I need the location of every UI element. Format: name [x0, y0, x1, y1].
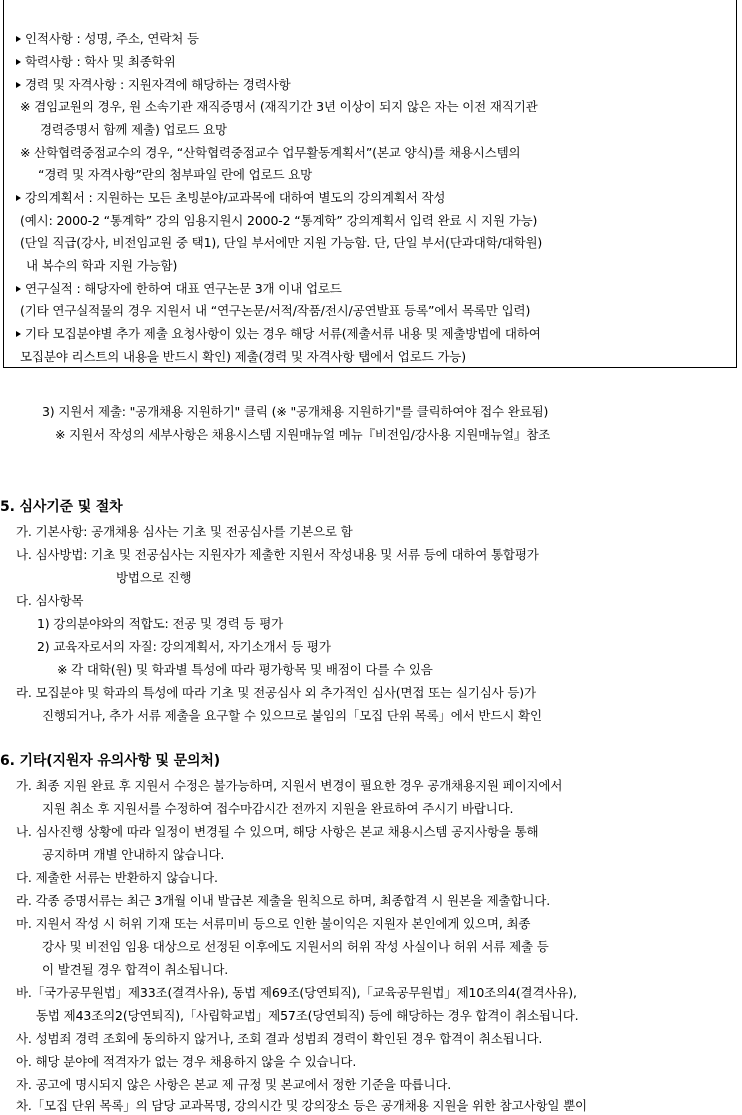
section-6-item: 동법 제43조의2(당연퇴직),「사립학교법」제57조(당연퇴직) 등에 해당하는 경우 합격이 취소됩니다.	[36, 1008, 579, 1023]
box-line-syllabus-rule-cont: 내 복수의 학과 지원 가능함)	[26, 258, 178, 273]
box-line-note-adjunct-cont: 경력증명서 함께 제출) 업로드 요망	[40, 122, 227, 137]
section-5-item: 가. 기본사항: 공개채용 심사는 기초 및 전공심사를 기본으로 함	[16, 524, 353, 539]
section-5-item: 다. 심사항목	[16, 593, 84, 608]
section-6-item: 라. 각종 증명서류는 최근 3개월 이내 발급본 제출을 원칙으로 하며, 최종합격 시 원본을 제출합니다.	[16, 893, 551, 908]
section-5-item: 나. 심사방법: 기초 및 전공심사는 지원자가 제출한 지원서 작성내용 및 서류 등에 대하여 통합평가	[16, 547, 539, 562]
section-6-item: 자. 공고에 명시되지 않은 사항은 본교 제 규정 및 본교에서 정한 기준을 따릅니다.	[16, 1077, 452, 1092]
bullet-triangle-icon	[16, 331, 21, 337]
box-line-note-adjunct: ※ 겸임교원의 경우, 원 소속기관 재직증명서 (재직기간 3년 이상이 되지 않은 자는 이전 재직기관	[20, 99, 538, 114]
box-line-personal: 인적사항 : 성명, 주소, 연락처 등	[16, 30, 199, 48]
section-5-item: 라. 모집분야 및 학과의 특성에 따라 기초 및 전공심사 외 추가적인 심사(면접 또는 실기심사 등)가	[16, 685, 536, 700]
section-6-item: 공지하며 개별 안내하지 않습니다.	[42, 847, 225, 862]
section-6-item: 바.「국가공무원법」제33조(결격사유), 동법 제69조(당연퇴직),「교육공무원법」제10조의4(결격사유),	[16, 985, 577, 1000]
section-5-item: 방법으로 진행	[116, 570, 192, 585]
manual-reference: ※ 지원서 작성의 세부사항은 채용시스템 지원매뉴얼 메뉴『비전임/강사용 지원매뉴얼』참조	[55, 427, 551, 442]
bullet-triangle-icon	[16, 36, 21, 42]
box-line-research: 연구실적 : 해당자에 한하여 대표 연구논문 3개 이내 업로드	[16, 280, 342, 298]
section-6-item: 다. 제출한 서류는 반환하지 않습니다.	[16, 870, 218, 885]
box-line-research-note: (기타 연구실적물의 경우 지원서 내 “연구논문/서적/작품/전시/공연발표 등록”에서 목록만 입력)	[20, 303, 531, 318]
section-6-item: 이 발견될 경우 합격이 취소됩니다.	[42, 962, 229, 977]
bullet-triangle-icon	[16, 82, 21, 88]
section-6-item: 차.「모집 단위 목록」의 담당 교과목명, 강의시간 및 강의장소 등은 공개채용 지원을 위한 참고사항일 뿐이	[16, 1098, 587, 1113]
section-6-item: 강사 및 비전임 임용 대상으로 선정된 이후에도 지원서의 허위 작성 사실이나 허위 서류 제출 등	[42, 939, 549, 954]
section-5-item: 2) 교육자로서의 자질: 강의계획서, 자기소개서 등 평가	[37, 639, 331, 654]
section-6-item: 사. 성범죄 경력 조회에 동의하지 않거나, 조회 결과 성범죄 경력이 확인된 경우 합격이 취소됩니다.	[16, 1031, 543, 1046]
section-5-item: 1) 강의분야와의 적합도: 전공 및 경력 등 평가	[37, 616, 284, 631]
section-6-item: 가. 최종 지원 완료 후 지원서 수정은 불가능하며, 지원서 변경이 필요한 경우 공개채용지원 페이지에서	[16, 778, 563, 793]
box-line-syllabus: 강의계획서 : 지원하는 모든 초빙분야/교과목에 대하여 별도의 강의계획서 작성	[16, 189, 445, 207]
section-6-item: 아. 해당 분야에 적격자가 없는 경우 채용하지 않을 수 있습니다.	[16, 1054, 357, 1069]
box-line-syllabus-rule: (단일 직급(강사, 비전임교원 중 택1), 단일 부서에만 지원 가능함. 단, 단일 부서(단과대학/대학원)	[20, 235, 543, 250]
section-5-item: 진행되거나, 추가 서류 제출을 요구할 수 있으므로 붙임의「모집 단위 목록」에서 반드시 확인	[42, 708, 542, 723]
box-line-note-industry: ※ 산학협력중점교수의 경우, “산학협력중점교수 업무활동계획서”(본교 양식)를 채용시스템의	[20, 145, 521, 160]
bullet-triangle-icon	[16, 195, 21, 201]
section-6-item: 나. 심사진행 상황에 따라 일정이 변경될 수 있으며, 해당 사항은 본교 채용시스템 공지사항을 통해	[16, 824, 539, 839]
section-6-item: 지원 취소 후 지원서를 수정하여 접수마감시간 전까지 지원을 완료하여 주시기 바랍니다.	[42, 801, 514, 816]
box-line-other-cont: 모집분야 리스트의 내용을 반드시 확인) 제출(경력 및 자격사항 탭에서 업로드 가능)	[20, 349, 466, 364]
section-5-heading: 5. 심사기준 및 절차	[0, 499, 123, 515]
box-line-education: 학력사항 : 학사 및 최종학위	[16, 53, 176, 71]
submit-instruction: 3) 지원서 제출: "공개채용 지원하기" 클릭 (※ "공개채용 지원하기"를 클릭하여야 접수 완료됨)	[42, 404, 549, 419]
bullet-triangle-icon	[16, 59, 21, 65]
section-6-item: 마. 지원서 작성 시 허위 기재 또는 서류미비 등으로 인한 불이익은 지원자 본인에게 있으며, 최종	[16, 916, 531, 931]
section-6-heading: 6. 기타(지원자 유의사항 및 문의처)	[0, 753, 221, 769]
section-5-item: ※ 각 대학(원) 및 학과별 특성에 따라 평가항목 및 배점이 다를 수 있음	[57, 662, 433, 677]
box-line-career: 경력 및 자격사항 : 지원자격에 해당하는 경력사항	[16, 76, 291, 94]
box-line-note-industry-cont: “경력 및 자격사항”란의 첨부파일 란에 업로드 요망	[38, 167, 313, 182]
bullet-triangle-icon	[16, 286, 21, 292]
box-line-other: 기타 모집분야별 추가 제출 요청사항이 있는 경우 해당 서류(제출서류 내용 및 제출방법에 대하여	[16, 325, 541, 343]
box-line-syllabus-example: (예시: 2000-2 “통계학” 강의 임용지원시 2000-2 “통계학” 강의계획서 입력 완료 시 지원 가능)	[20, 213, 538, 228]
